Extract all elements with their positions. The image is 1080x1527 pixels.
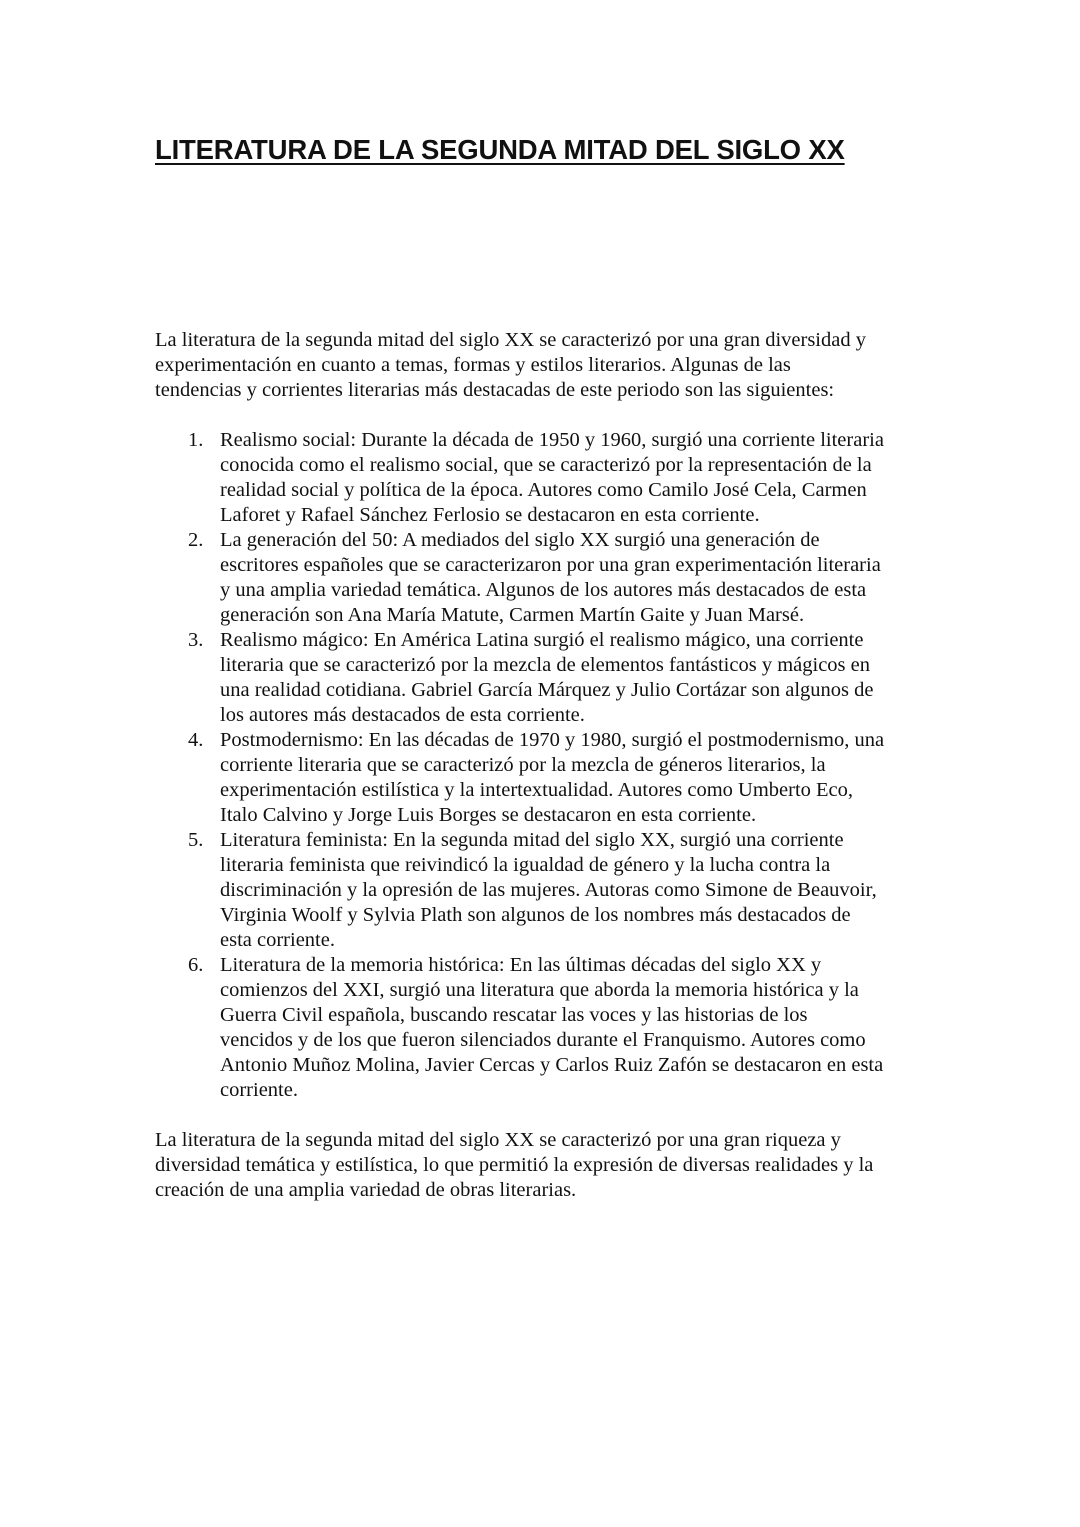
list-number: 3. [188, 629, 204, 651]
text-line: Italo Calvino y Jorge Luis Borges se destacaron en esta corriente. [220, 804, 757, 826]
conclusion-paragraph [155, 1128, 873, 1203]
text-line: discriminación y la opresión de las mujeres. Autoras como Simone de Beauvoir, [220, 879, 877, 901]
text-line: Realismo social: Durante la década de 1950 y 1960, surgió una corriente literaria [220, 429, 884, 451]
text-line: La generación del 50: A mediados del siglo XX surgió una generación de [220, 529, 820, 551]
page-title: LITERATURA DE LA SEGUNDA MITAD DEL SIGLO XX [155, 134, 845, 165]
text-line: generación son Ana María Matute, Carmen Martín Gaite y Juan Marsé. [220, 604, 805, 626]
trends-list [155, 428, 884, 1103]
list-number: 5. [188, 829, 204, 851]
text-line: literaria feminista que reivindicó la igualdad de género y la lucha contra la [220, 854, 831, 876]
list-item [155, 528, 884, 628]
text-line: corriente. [220, 1079, 298, 1101]
list-number: 6. [188, 954, 204, 976]
text-line: creación de una amplia variedad de obras literarias. [155, 1179, 577, 1201]
list-number: 4. [188, 729, 204, 751]
text-line: Literatura de la memoria histórica: En las últimas décadas del siglo XX y [220, 954, 822, 976]
text-line: La literatura de la segunda mitad del siglo XX se caracterizó por una gran diversidad y [155, 329, 866, 351]
text-line: y una amplia variedad temática. Algunos de los autores más destacados de esta [220, 579, 867, 601]
text-line: experimentación estilística y la intertextualidad. Autores como Umberto Eco, [220, 779, 854, 801]
text-line: escritores españoles que se caracterizaron por una gran experimentación literaria [220, 554, 881, 576]
text-line: literaria que se caracterizó por la mezcla de elementos fantásticos y mágicos en [220, 654, 870, 676]
text-line: experimentación en cuanto a temas, formas y estilos literarios. Algunas de las [155, 354, 791, 376]
text-line: una realidad cotidiana. Gabriel García Márquez y Julio Cortázar son algunos de [220, 679, 874, 701]
text-line: Literatura feminista: En la segunda mitad del siglo XX, surgió una corriente [220, 829, 844, 851]
text-line: Realismo mágico: En América Latina surgió el realismo mágico, una corriente [220, 629, 864, 651]
text-line: los autores más destacados de esta corriente. [220, 704, 585, 726]
text-line: realidad social y política de la época. Autores como Camilo José Cela, Carmen [220, 479, 867, 501]
text-line: La literatura de la segunda mitad del siglo XX se caracterizó por una gran riqueza y [155, 1129, 841, 1151]
text-line: Postmodernismo: En las décadas de 1970 y 1980, surgió el postmodernismo, una [220, 729, 885, 751]
intro-paragraph [155, 328, 866, 403]
list-item [155, 728, 884, 828]
list-item [155, 428, 884, 528]
text-line: comienzos del XXI, surgió una literatura que aborda la memoria histórica y la [220, 979, 859, 1001]
text-line: vencidos y de los que fueron silenciados durante el Franquismo. Autores como [220, 1029, 866, 1051]
text-line: tendencias y corrientes literarias más destacadas de este periodo son las siguientes: [155, 379, 835, 401]
text-line: Guerra Civil española, buscando rescatar las voces y las historias de los [220, 1004, 808, 1026]
text-line: conocida como el realismo social, que se caracterizó por la representación de la [220, 454, 872, 476]
text-line: Laforet y Rafael Sánchez Ferlosio se destacaron en esta corriente. [220, 504, 760, 526]
list-number: 2. [188, 529, 204, 551]
text-line: corriente literaria que se caracterizó por la mezcla de géneros literarios, la [220, 754, 826, 776]
text-line: esta corriente. [220, 929, 335, 951]
list-item [155, 953, 884, 1103]
text-line: Virginia Woolf y Sylvia Plath son algunos de los nombres más destacados de [220, 904, 851, 926]
list-item [155, 628, 884, 728]
list-item [155, 828, 884, 953]
text-line: diversidad temática y estilística, lo que permitió la expresión de diversas realidades y la [155, 1154, 874, 1176]
list-number: 1. [188, 429, 204, 451]
text-line: Antonio Muñoz Molina, Javier Cercas y Carlos Ruiz Zafón se destacaron en esta [220, 1054, 884, 1076]
